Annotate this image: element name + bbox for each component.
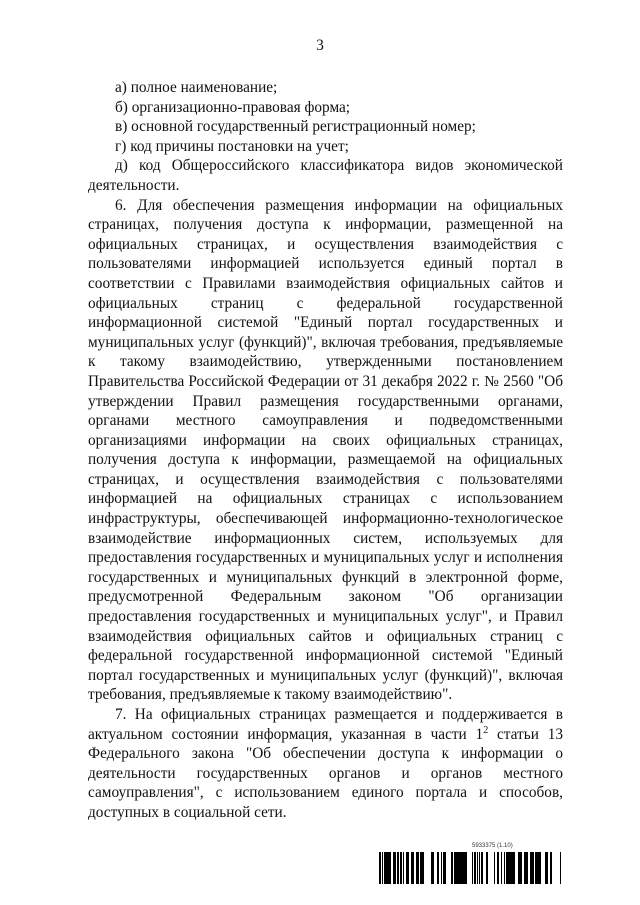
barcode-bar (460, 852, 462, 884)
barcode-bar (413, 852, 414, 884)
barcode-bar (526, 852, 527, 884)
barcode-bar (422, 852, 424, 884)
barcode-bar (479, 852, 480, 884)
barcode-bar (545, 852, 547, 884)
list-item: а) полное наименование; (115, 79, 278, 96)
barcode-bar (420, 852, 421, 884)
barcode-bar (560, 852, 561, 884)
list-item: б) организационно-правовая форма; (115, 98, 351, 116)
barcode-bar (379, 852, 380, 884)
barcode-bar (462, 852, 463, 884)
barcode-image (378, 852, 562, 884)
barcode-bar (510, 852, 511, 884)
list-item: д) код Общероссийского классификатора видов экономической деятельности. (88, 157, 563, 194)
barcode-bar (456, 852, 457, 884)
barcode-bar (394, 852, 396, 884)
barcode-bar (438, 852, 439, 884)
barcode-bar (519, 852, 521, 884)
barcode-bar (533, 852, 534, 884)
barcode-bar (445, 852, 446, 884)
barcode-bar (397, 852, 399, 884)
barcode-bar (535, 852, 537, 884)
barcode-bar (406, 852, 407, 884)
barcode-bar (416, 852, 418, 884)
document-body (88, 78, 563, 823)
barcode-bar (389, 852, 390, 884)
barcode-bar (451, 852, 452, 884)
barcode-bar (521, 852, 522, 884)
paragraph-7-end: статьи 13 Федерального закона "Об обеспечении доступа к информации о деятельности государственных органов и органов местного самоуправления", с использованием единого портала и способов, доступных в социальной сети. (88, 725, 563, 821)
barcode-bar (390, 852, 391, 884)
barcode-bar (481, 852, 483, 884)
barcode-bar (497, 852, 499, 884)
barcode-bar (472, 852, 473, 884)
barcode-bar (421, 852, 422, 884)
list-item: в) основной государственный регистрационный номер; (115, 118, 476, 136)
barcode-bar (437, 852, 438, 884)
barcode-bar (411, 852, 412, 884)
barcode-bar (400, 852, 401, 884)
barcode-bar (431, 852, 432, 884)
barcode-bar (532, 852, 533, 884)
superscript: 2 (483, 724, 489, 736)
barcode-bar (550, 852, 551, 884)
barcode-bar (501, 852, 502, 884)
barcode-bar (551, 852, 552, 884)
barcode-bar (547, 852, 548, 884)
barcode-bar (380, 852, 381, 884)
barcode-bar (463, 852, 465, 884)
barcode-bar (512, 852, 514, 884)
barcode-bar (457, 852, 458, 884)
barcode-bar (538, 852, 539, 884)
barcode-bar (504, 852, 505, 884)
document-code: 5933375 (1.10) (472, 843, 513, 849)
barcode-bar (454, 852, 456, 884)
barcode-bar (412, 852, 413, 884)
barcode-bar (530, 852, 532, 884)
barcode-bar (432, 852, 433, 884)
barcode-bar (506, 852, 508, 884)
barcode-bar (525, 852, 526, 884)
barcode-bar (407, 852, 409, 884)
barcode-bar (474, 852, 475, 884)
barcode-bar (459, 852, 460, 884)
barcode-bar (386, 852, 387, 884)
barcode-bar (393, 852, 394, 884)
barcode-bar (524, 852, 525, 884)
barcode-bar (477, 852, 478, 884)
barcode-bar (486, 852, 488, 884)
barcode-bar (452, 852, 453, 884)
barcode-bar (433, 852, 434, 884)
barcode-bar (441, 852, 442, 884)
barcode-bar (465, 852, 466, 884)
barcode-bar (401, 852, 402, 884)
paragraph-7 (88, 705, 563, 823)
barcode-bar (537, 852, 538, 884)
barcode-bar (384, 852, 386, 884)
list-item: г) код причины постановки на учет; (115, 137, 349, 155)
barcode-bar (494, 852, 495, 884)
paragraph-7-start: 7. На официальных страницах размещается и поддерживается в актуальном состоянии информация, указанная в части 1 (88, 706, 563, 743)
barcode-bar (382, 852, 383, 884)
barcode-bar (511, 852, 512, 884)
barcode-bar (475, 852, 476, 884)
barcode-bar (387, 852, 389, 884)
barcode-bar (514, 852, 515, 884)
barcode-bar (418, 852, 419, 884)
barcode-bar (518, 852, 519, 884)
barcode-bar (466, 852, 467, 884)
paragraph-6: 6. Для обеспечения размещения информации на официальных страницах, получения доступа к информации, размещенной на официальных страницах, и осуществления взаимодействия с пользователями информацией используется единый портал в соответствии с Правилами взаимодействия официальных сайтов и официальных страниц с федеральной государственной информационной системой "Единый портал государственных и муниципальных услуг (функций)", включая требования, предъявляемые к такому взаимодействию, утвержденными постановлением Правительства Российской Федерации от 31 декабря 2022 г. № 2560 "Об утверждении Правил размещения государственными органами, органами местного самоуправления и подведомственными организациями информации на своих официальных страницах, получения доступа к информации, размещаемой на официальных страницах, и осуществления взаимодействия с пользователями информацией на официальных страницах с использованием инфраструктуры, обеспечивающей информационно-технологическое взаимодействие информационных систем, используемых для предоставления государственных и муниципальных услуг и исполнения государственных и муниципальных функций в электронной форме, предусмотренной Федеральным законом "Об организации предоставления государственных и муниципальных услуг", и Правил взаимодействия официальных сайтов и официальных страниц с федеральной государственной информационной системой "Единый портал государственных и муниципальных услуг (функций)", включая требования, предъявляемые к такому взаимодействию". (88, 196, 563, 704)
barcode-bar (443, 852, 445, 884)
barcode-bar (508, 852, 510, 884)
barcode-bar (527, 852, 528, 884)
barcode-bar (458, 852, 459, 884)
barcode-bar (403, 852, 404, 884)
page-number: 3 (316, 37, 324, 54)
barcode-bar (539, 852, 541, 884)
